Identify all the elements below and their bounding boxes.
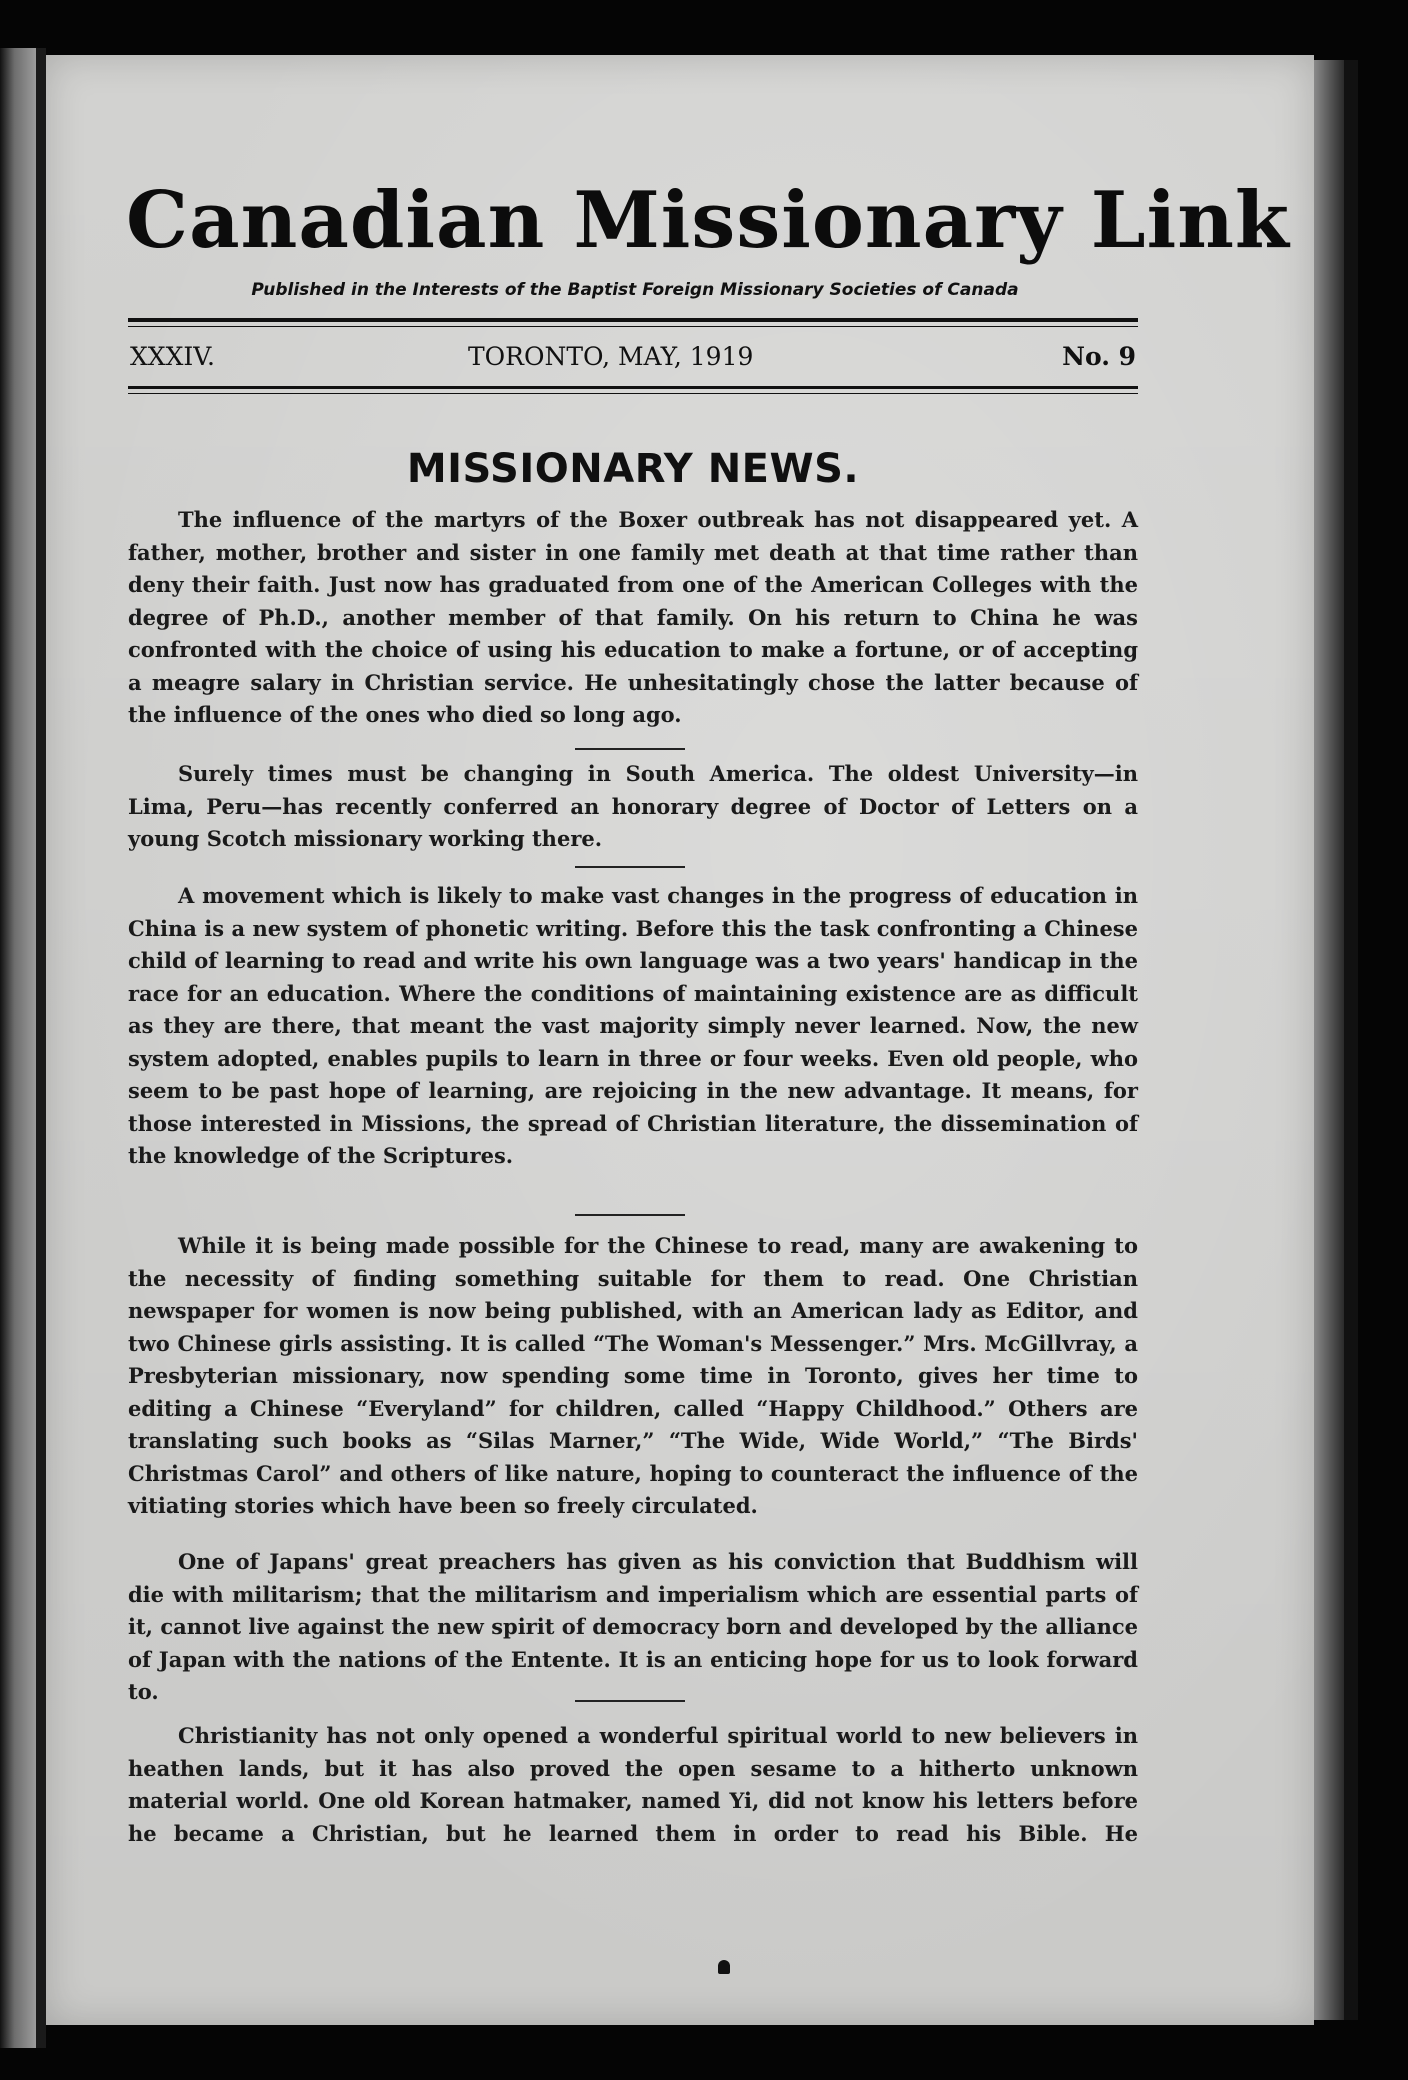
dateline: TORONTO, MAY, 1919 — [468, 342, 754, 371]
ink-blot — [718, 1960, 730, 1974]
issue-rule-top — [128, 386, 1138, 389]
article-paragraph: Christianity has not only opened a wonderful spiritual world to new believers in heathen lands, but it has also proved the open sesame to a hitherto unknown material world. One old Korean hatmaker, named Yi, did not know his letters before he became a Christian, but he learned them in order to read his Bible. He — [128, 1723, 1138, 1846]
issue-rule-thin — [128, 393, 1138, 394]
article-paragraph: A movement which is likely to make vast changes in the progress of education in China is a new system of phonetic writing. Before this the task confronting a Chinese child of learning to read and write his own language was a two years' handicap in the race for an education. Where the conditions of maintaining existence are as difficult as they are there, that meant the vast majority simply never learned. Now, the new system adopted, enables pupils to learn in three or four weeks. Even old people, who seem to be past hope of learning, are rejoicing in the new advantage. It means, for those interested in Missions, the spread of Christian literature, the dissemination of the knowledge of the Scriptures. — [128, 883, 1138, 1168]
section-separator — [575, 866, 685, 868]
masthead-rule-top — [128, 318, 1138, 322]
article-paragraph: While it is being made possible for the Chinese to read, many are awakening to the necessity of finding something suitable for them to read. One Christian newspaper for women is now being published, with an American lady as Editor, and two Chinese girls assisting. It is called “The Woman's Messenger.” Mrs. McGillvray, a Presbyterian missionary, now spending some time in Toronto, gives her time to editing a Chinese “Everyland” for children, called “Happy Childhood.” Others are translating such books as “Silas Marner,” “The Wide, Wide World,” “The Birds' Christmas Carol” and others of like nature, hoping to counteract the influence of the vitiating stories which have been so freely circulated. — [128, 1233, 1138, 1518]
volume-number: XXXIV. — [130, 342, 215, 371]
masthead-title: Canadian Missionary Link — [126, 175, 1290, 266]
article-paragraph: Surely times must be changing in South America. The oldest University—in Lima, Peru—has recently conferred an honorary degree of Doctor of Letters on a young Scotch missionary working there. — [128, 761, 1138, 851]
masthead-rule-thin — [128, 326, 1138, 327]
issue-line — [128, 342, 1138, 376]
page-edge-shadow — [1314, 60, 1344, 2020]
binding-edge — [0, 48, 36, 2048]
article-paragraph: The influence of the martyrs of the Boxer outbreak has not disappeared yet. A father, mother, brother and sister in one family met death at that time rather than deny their faith. Just now has graduated from one of the American Colleges with the degree of Ph.D., another member of that family. On his return to China he was confronted with the choice of using his education to make a fortune, or of accepting a meagre salary in Christian service. He unhesitatingly chose the latter because of the influence of the ones who died so long ago. — [128, 507, 1138, 727]
masthead-subtitle: Published in the Interests of the Baptist Foreign Missionary Societies of Canada — [251, 280, 1019, 300]
section-separator — [575, 1700, 685, 1702]
binding-shadow — [36, 48, 46, 2048]
page-edge — [1344, 60, 1358, 2020]
article-paragraph: One of Japans' great preachers has given as his conviction that Buddhism will die with militarism; that the militarism and imperialism which are essential parts of it, cannot live against the new spirit of democracy born and developed by the alliance of Japan with the nations of the Entente. It is an enticing hope for us to look forward to. — [128, 1549, 1138, 1704]
section-separator — [575, 748, 685, 750]
article-headline: MISSIONARY NEWS. — [406, 446, 860, 492]
section-separator — [575, 1214, 685, 1216]
issue-number: No. 9 — [1062, 342, 1136, 371]
